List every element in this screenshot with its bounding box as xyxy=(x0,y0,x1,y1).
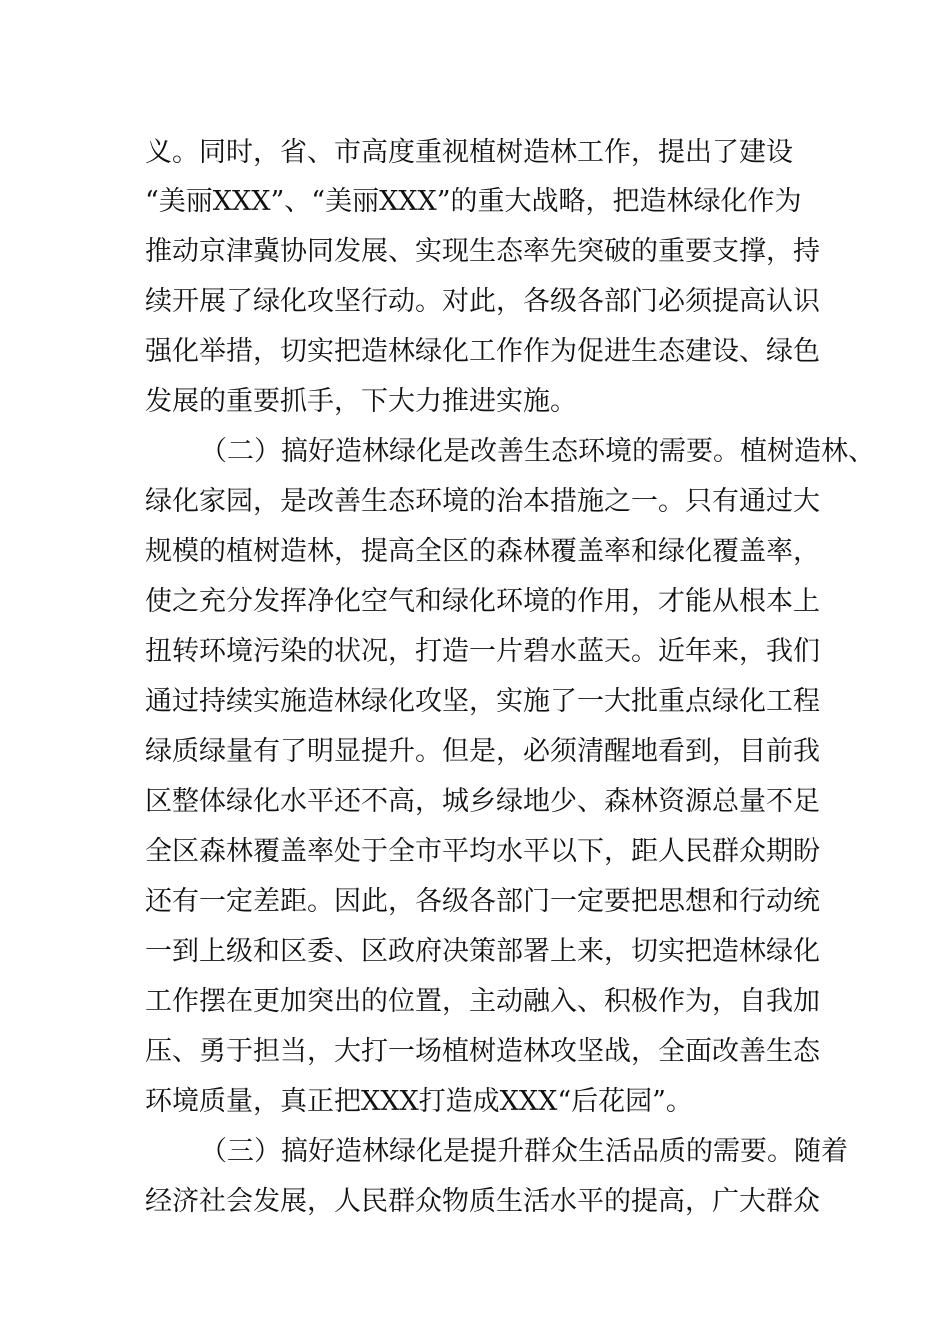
text-line: 规模的植树造林，提高全区的森林覆盖率和绿化覆盖率， xyxy=(145,536,820,567)
text-line: 绿质绿量有了明显提升。但是，必须清醒地看到，目前我 xyxy=(145,736,820,767)
text-line: 一到上级和区委、区政府决策部署上来，切实把造林绿化 xyxy=(145,936,820,967)
text-line: 通过持续实施造林绿化攻坚，实施了一大批重点绿化工程 xyxy=(145,686,820,717)
text-line: 还有一定差距。因此，各级各部门一定要把思想和行动统 xyxy=(145,886,820,917)
text-line: 扭转环境污染的状况，打造一片碧水蓝天。近年来，我们 xyxy=(145,636,820,667)
paragraph-heading-line: （二）搞好造林绿化是改善生态环境的需要。植树造林、 xyxy=(200,436,875,467)
text-line: 发展的重要抓手，下大力推进实施。 xyxy=(145,386,577,417)
text-line: 绿化家园，是改善生态环境的治本措施之一。只有通过大 xyxy=(145,486,820,517)
text-line: 推动京津冀协同发展、实现生态率先突破的重要支撑，持 xyxy=(145,236,820,267)
text-line: 续开展了绿化攻坚行动。对此，各级各部门必须提高认识 xyxy=(145,286,820,317)
text-line: 使之充分发挥净化空气和绿化环境的作用，才能从根本上 xyxy=(145,586,820,617)
paragraph-heading-line: （三）搞好造林绿化是提升群众生活品质的需要。随着 xyxy=(200,1136,848,1167)
text-line: 区整体绿化水平还不高，城乡绿地少、森林资源总量不足 xyxy=(145,786,820,817)
text-line: 义。同时，省、市高度重视植树造林工作，提出了建设 xyxy=(145,137,793,168)
text-line: 环境质量，真正把XXX打造成XXX“后花园”。 xyxy=(145,1086,693,1117)
text-line: 强化举措，切实把造林绿化工作作为促进生态建设、绿色 xyxy=(145,336,820,367)
text-line: 工作摆在更加突出的位置，主动融入、积极作为，自我加 xyxy=(145,986,820,1017)
text-line: 压、勇于担当，大打一场植树造林攻坚战，全面改善生态 xyxy=(145,1036,820,1067)
text-line: “美丽XXX”、“美丽XXX”的重大战略，把造林绿化作为 xyxy=(145,186,802,217)
text-line: 全区森林覆盖率处于全市平均水平以下，距人民群众期盼 xyxy=(145,836,820,867)
text-line: 经济社会发展，人民群众物质生活水平的提高，广大群众 xyxy=(145,1186,820,1217)
